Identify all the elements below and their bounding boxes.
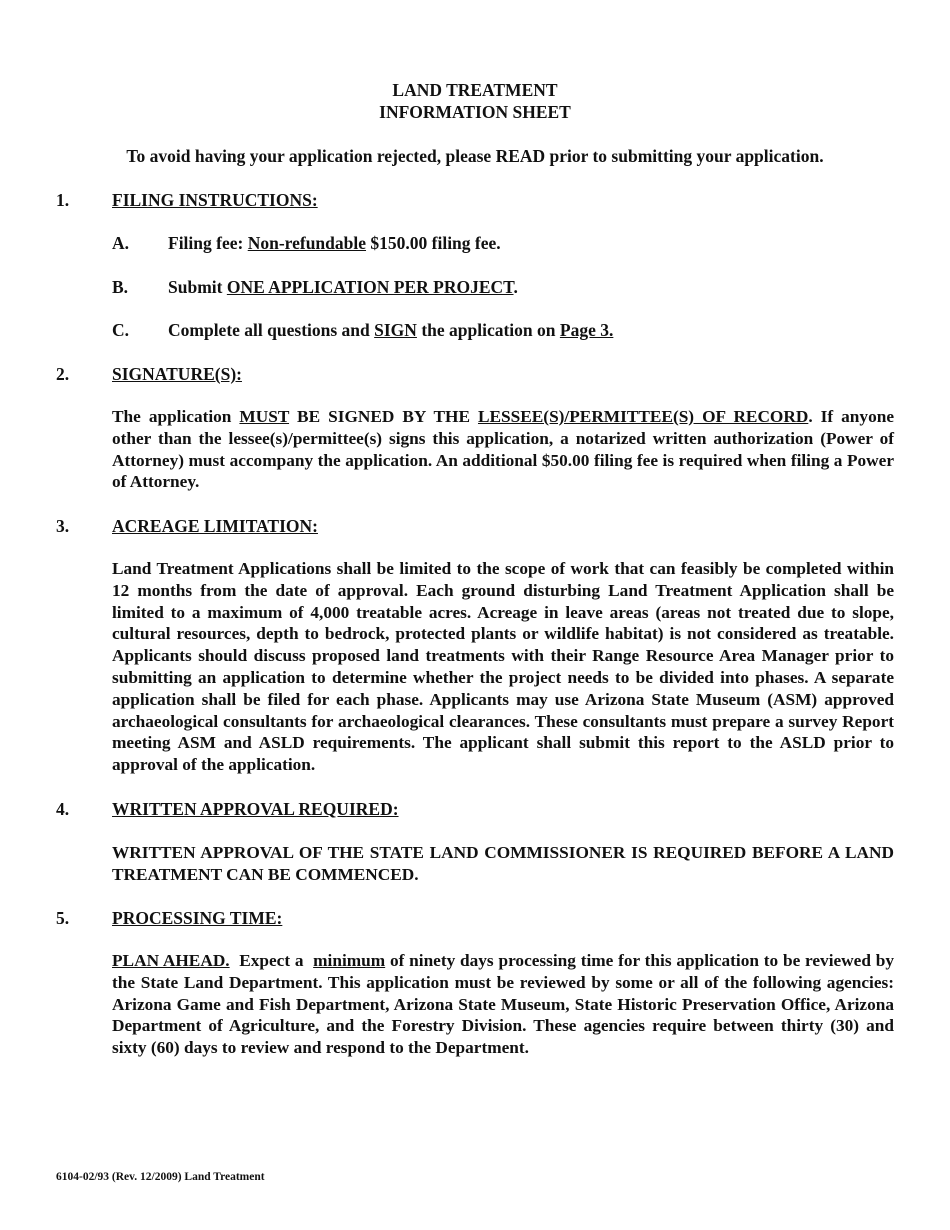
item-a-underlined: Non-refundable	[247, 233, 367, 253]
document-title-line1: LAND TREATMENT	[392, 80, 558, 100]
section-1-heading: FILING INSTRUCTIONS:	[112, 190, 318, 210]
section-2-part3: . If anyone other than the lessee(s)/permittee(s) signs this application, a notarized written authorization (Power of Attorney) must accompany the application. An additional $50.00 filing fee is required when filing a Power of Attorney.	[112, 407, 894, 492]
section-5-number: 5.	[56, 908, 70, 928]
section-5-part2: of ninety days processing time for this application to be reviewed by the State Land Department. This application must be reviewed by some or all of the following agencies: Arizona Game and Fish Department, Arizona State Museum, State Historic Preservation Office, Arizona Department of Agriculture, and the Forestry Division. These agencies require between thirty (30) and sixty (60) days to review and respond to the Department.	[112, 951, 894, 1058]
section-2-lessee: LESSEE(S)/PERMITTEE(S) OF RECORD	[477, 407, 809, 426]
section-4-body: WRITTEN APPROVAL OF THE STATE LAND COMMISSIONER IS REQUIRED BEFORE A LAND TREATMENT CAN BE COMMENCED.	[112, 843, 894, 884]
section-1-number: 1.	[56, 190, 70, 210]
item-b-text	[168, 276, 518, 298]
section-2-part2: BE SIGNED BY THE	[289, 407, 478, 426]
section-5-part1: Expect a	[229, 951, 314, 970]
intro-warning: To avoid having your application rejected, please READ prior to submitting your application.	[126, 146, 824, 166]
section-2-part1: The application	[112, 407, 240, 426]
item-c-mid: the application on	[416, 320, 560, 340]
section-2-heading: SIGNATURE(S):	[112, 364, 242, 384]
item-c-letter: C.	[112, 320, 130, 340]
item-c-pre: Complete all questions and	[168, 320, 375, 340]
item-b-post: .	[513, 277, 518, 297]
section-3-body: Land Treatment Applications shall be limited to the scope of work that can feasibly be completed within 12 months from the date of approval. Each ground disturbing Land Treatment Application shall be limited to a maximum of 4,000 treatable acres. Acreage in leave areas (areas not treated due to slope, cultural resources, depth to bedrock, protected plants or wildlife habitat) is not considered as treatable. Applicants should discuss proposed land treatments with their Range Resource Area Manager prior to submitting an application to determine whether the project needs to be divided into phases. A separate application shall be filed for each phase. Applicants may use Arizona State Museum (ASM) approved archaeological consultants for archaeological clearances. These consultants must prepare a survey Report meeting ASM and ASLD requirements. The applicant shall submit this report to the ASLD prior to approval of the application.	[112, 559, 894, 775]
item-c-underlined: SIGN	[374, 320, 417, 340]
section-5-plan-ahead: PLAN AHEAD.	[112, 951, 230, 970]
section-5-body	[112, 950, 894, 1059]
form-footer: 6104-02/93 (Rev. 12/2009) Land Treatment	[56, 1171, 265, 1183]
section-3-number: 3.	[56, 516, 70, 536]
item-b-letter: B.	[112, 277, 129, 297]
section-4-number: 4.	[56, 799, 70, 819]
section-3-heading: ACREAGE LIMITATION:	[112, 516, 318, 536]
section-4-heading: WRITTEN APPROVAL REQUIRED:	[112, 799, 399, 819]
section-2-number: 2.	[56, 364, 70, 384]
item-a-post: $150.00 filing fee.	[366, 233, 501, 253]
item-c-text	[168, 319, 613, 341]
item-a-letter: A.	[112, 233, 130, 253]
section-5-heading: PROCESSING TIME:	[112, 908, 283, 928]
section-5-minimum: minimum	[313, 951, 386, 970]
section-2-body	[112, 406, 894, 493]
item-c-underlined2: Page 3.	[559, 320, 614, 340]
item-b-pre: Submit	[168, 277, 227, 297]
document-title-line2: INFORMATION SHEET	[379, 102, 571, 122]
item-a-pre: Filing fee:	[168, 233, 248, 253]
section-2-must: MUST	[239, 407, 290, 426]
item-a-text	[168, 232, 501, 254]
item-b-underlined: ONE APPLICATION PER PROJECT	[226, 277, 514, 297]
